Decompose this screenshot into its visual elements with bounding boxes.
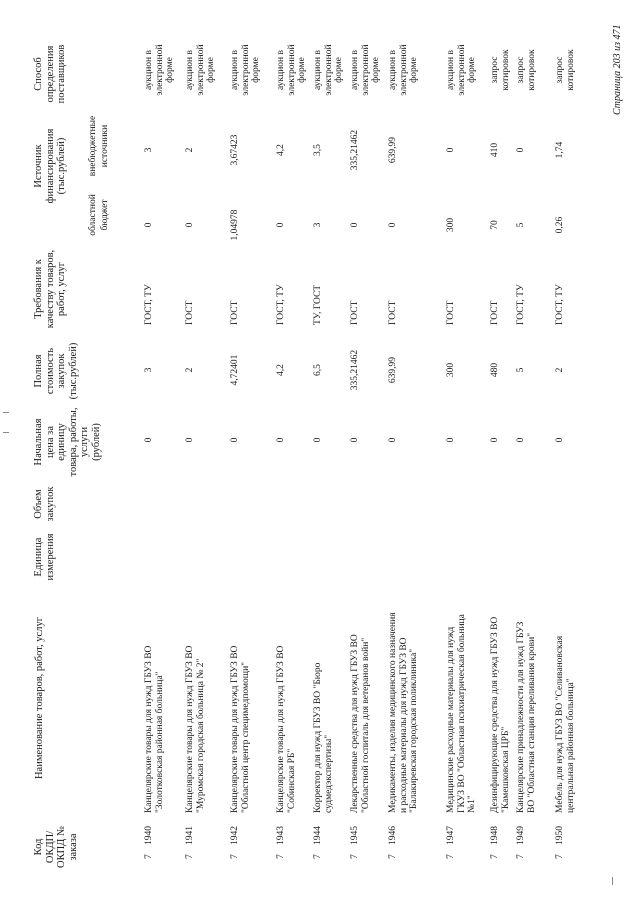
row-method: аукцион в электронной форме — [313, 44, 344, 96]
row-requirements: ГОСТ, ТУ — [144, 284, 154, 325]
header-requirements: Требования к качеству товаров, работ, услуг — [33, 249, 67, 329]
row-name: Дезинфицирующие средства для нужд ГБУЗ ВО "Камешковская ЦРБ" — [490, 616, 511, 813]
row-requirements: ГОСТ — [490, 300, 500, 325]
row-offbudget: 4,2 — [276, 144, 286, 156]
row-name: Канцелярские товары для нужд ГБУЗ ВО "Областной центр специмедпомощи" — [230, 645, 251, 813]
row-total: 639,99 — [388, 356, 398, 384]
header-code: Код ОКДП/ ОКПД № заказа — [33, 826, 79, 868]
row-price: 0 — [350, 437, 360, 443]
row-regional: 3 — [313, 222, 323, 228]
header-price: Начальная цена за единицу товара, работы, услуги (рублей) — [33, 407, 102, 477]
row-number: 1947 — [446, 826, 456, 845]
row-number: 1940 — [144, 826, 154, 845]
row-code: 7 — [446, 854, 456, 859]
row-price: 0 — [516, 437, 526, 443]
row-regional: 300 — [446, 217, 456, 233]
row-regional: 1,04978 — [230, 209, 240, 241]
row-total: 2 — [555, 367, 565, 373]
row-total: 300 — [446, 362, 456, 378]
row-regional: 5 — [516, 222, 526, 228]
row-method: запрос котировок — [516, 49, 537, 91]
row-method: запрос котировок — [555, 49, 576, 91]
header-volume: Объем закупок — [33, 486, 56, 522]
row-requirements: ГОСТ, ТУ — [276, 284, 286, 325]
header-total: Полная стоимость закупок (тыс.рублей) — [33, 342, 79, 400]
row-total: 6,5 — [313, 364, 323, 376]
row-offbudget: 0 — [446, 147, 456, 153]
row-name: Канцелярские товары для нужд ГБУЗ ВО "Собинская РБ" — [276, 645, 297, 813]
row-number: 1941 — [185, 826, 195, 845]
row-requirements: ГОСТ — [185, 300, 195, 325]
scan-mark — [3, 412, 9, 413]
header-source: Источник финансирования (тыс.рублей) — [33, 128, 67, 204]
row-offbudget: 3,5 — [313, 144, 323, 156]
row-price: 0 — [313, 437, 323, 443]
row-offbudget: 3,67423 — [230, 134, 240, 166]
row-total: 4,2 — [276, 364, 286, 376]
scan-mark — [612, 877, 613, 885]
row-price: 0 — [490, 437, 500, 443]
row-code: 7 — [276, 854, 286, 859]
row-regional: 70 — [490, 220, 500, 230]
row-name: Канцелярские товары для нужд ГБУЗ ВО "Муромская городская больница № 2" — [185, 645, 206, 813]
row-name: Медицинские расходные материалы для нужд ГКУЗ ВО "Областная психиатрическая больница №1" — [446, 614, 477, 813]
scan-mark — [3, 432, 9, 433]
row-total: 335,21462 — [350, 349, 360, 391]
row-requirements: ГОСТ — [388, 300, 398, 325]
row-method: аукцион в электронной форме — [388, 44, 419, 96]
row-offbudget: 410 — [490, 142, 500, 158]
row-total: 3 — [144, 367, 154, 373]
row-offbudget: 335,21462 — [350, 129, 360, 171]
row-code: 7 — [350, 854, 360, 859]
row-number: 1942 — [230, 826, 240, 845]
row-code: 7 — [555, 854, 565, 859]
row-code: 7 — [144, 854, 154, 859]
row-number: 1949 — [516, 826, 526, 845]
row-total: 480 — [490, 362, 500, 378]
row-method: запрос котировок — [490, 49, 511, 91]
row-price: 0 — [230, 437, 240, 443]
row-regional: 0,26 — [555, 216, 565, 234]
row-method: аукцион в электронной форме — [350, 44, 381, 96]
row-number: 1946 — [388, 826, 398, 845]
row-offbudget: 3 — [144, 147, 154, 153]
row-name: Медикаменты, изделия медицинского назначения и расходные материалы для нужд ГБУЗ ВО "Балакиревская городская поликлиника" — [388, 612, 419, 813]
row-regional: 0 — [144, 222, 154, 228]
header-name: Наименование товаров, работ, услуг — [34, 616, 45, 780]
header-source-offbudget: внебюджетные источники — [88, 115, 110, 177]
row-total: 2 — [185, 367, 195, 373]
row-offbudget: 1,74 — [555, 141, 565, 159]
header-source-regional: областной бюджет — [88, 194, 110, 236]
row-name: Мебель для нужд ГБУЗ ВО "Селивановская центральная районная больница" — [555, 635, 576, 813]
row-name: Канцелярские товары для нужд ГБУЗ ВО "Золотковская районная больница" — [144, 645, 165, 813]
row-requirements: ГОСТ, ТУ — [516, 284, 526, 325]
row-price: 0 — [388, 437, 398, 443]
row-name: Канцелярские принадлежности для нужд ГБУЗ ВО "Областная станция переливания крови" — [516, 621, 537, 813]
row-total: 5 — [516, 367, 526, 373]
row-code: 7 — [388, 854, 398, 859]
row-requirements: ТУ, ГОСТ — [313, 284, 323, 325]
row-requirements: ГОСТ — [230, 300, 240, 325]
page-footer: Страница 203 из 471 — [612, 24, 623, 115]
row-name: Лекарственные средства для нужд ГБУЗ ВО "Областной госпиталь для ветеранов войн" — [350, 634, 371, 813]
row-offbudget: 639,99 — [388, 136, 398, 164]
row-number: 1943 — [276, 826, 286, 845]
row-requirements: ГОСТ — [350, 300, 360, 325]
row-number: 1944 — [313, 826, 323, 845]
row-price: 0 — [185, 437, 195, 443]
row-number: 1948 — [490, 826, 500, 845]
row-price: 0 — [276, 437, 286, 443]
row-number: 1945 — [350, 826, 360, 845]
row-method: аукцион в электронной форме — [230, 44, 261, 96]
row-regional: 0 — [185, 222, 195, 228]
row-method: аукцион в электронной форме — [446, 44, 477, 96]
row-code: 7 — [185, 854, 195, 859]
row-price: 0 — [446, 437, 456, 443]
row-offbudget: 2 — [185, 147, 195, 153]
header-unit: Единица измерения — [33, 533, 56, 581]
header-method: Способ определения поставщиков — [33, 44, 67, 104]
row-code: 7 — [516, 854, 526, 859]
row-offbudget: 0 — [516, 147, 526, 153]
row-method: аукцион в электронной форме — [276, 44, 307, 96]
row-regional: 0 — [350, 222, 360, 228]
row-name: Корректор для нужд ГБУЗ ВО "Бюро судмедэкспертизы" — [313, 662, 334, 813]
row-method: аукцион в электронной форме — [144, 44, 175, 96]
row-price: 0 — [555, 437, 565, 443]
row-code: 7 — [313, 854, 323, 859]
row-price: 0 — [144, 437, 154, 443]
row-code: 7 — [230, 854, 240, 859]
row-method: аукцион в электронной форме — [185, 44, 216, 96]
row-total: 4,72401 — [230, 354, 240, 386]
row-code: 7 — [490, 854, 500, 859]
row-requirements: ГОСТ, ТУ — [555, 284, 565, 325]
row-regional: 0 — [276, 222, 286, 228]
row-number: 1950 — [555, 826, 565, 845]
row-regional: 0 — [388, 222, 398, 228]
row-requirements: ГОСТ — [446, 300, 456, 325]
